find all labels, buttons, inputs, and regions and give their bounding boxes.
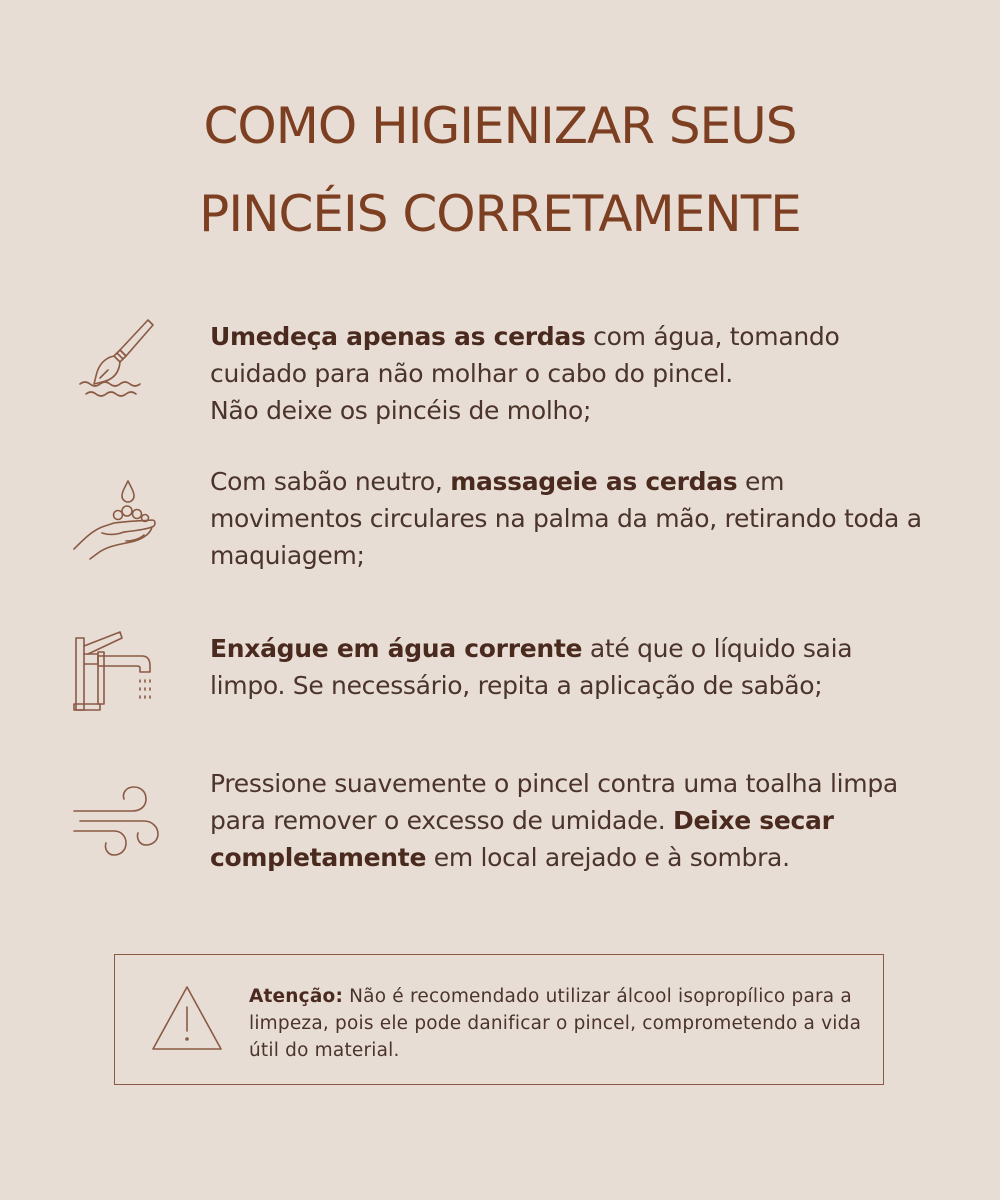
warning-message: Não é recomendado utilizar álcool isopropílico para a limpeza, pois ele pode danificar o pincel, comprometendo a vida útil do material. — [249, 986, 862, 1061]
step-moisten-text — [210, 318, 930, 429]
step-dry-bold: Deixe secar completamente — [210, 806, 834, 872]
step-rinse-text — [210, 630, 930, 704]
wind-icon — [70, 777, 160, 867]
step-moisten-line-2: Não deixe os pincéis de molho; — [210, 396, 592, 425]
brush-water-icon — [70, 318, 160, 408]
step-rinse-bold: Enxágue em água corrente — [210, 634, 583, 663]
page-title-line-1: COMO HIGIENIZAR SEUS — [203, 97, 797, 155]
warning-text — [249, 983, 869, 1064]
step-massage-pre: Com sabão neutro, — [210, 467, 451, 496]
warning-label: Atenção: — [249, 986, 344, 1007]
step-massage-text — [210, 463, 930, 574]
step-dry-text — [210, 765, 930, 876]
hand-soap-drop-icon — [70, 475, 160, 565]
page-title-line-2: PINCÉIS CORRETAMENTE — [199, 185, 801, 243]
step-moisten-bold: Umedeça apenas as cerdas — [210, 322, 586, 351]
warning-box — [114, 954, 884, 1085]
step-dry-pre: Pressione suavemente o pincel contra uma toalha limpa para remover o excesso de umidade. — [210, 769, 898, 835]
step-dry-post: em local arejado e à sombra. — [426, 843, 790, 872]
step-massage-post: em movimentos circulares na palma da mão, retirando toda a maquiagem; — [210, 467, 922, 570]
step-rinse-post: até que o líquido saia limpo. Se necessário, repita a aplicação de sabão; — [210, 634, 853, 700]
step-massage-bold: massageie as cerdas — [450, 467, 738, 496]
step-moisten-rest: com água, tomando cuidado para não molhar o cabo do pincel. — [210, 322, 840, 388]
faucet-icon — [70, 626, 160, 716]
warning-triangle-icon — [149, 983, 225, 1055]
page-title — [0, 82, 1000, 258]
